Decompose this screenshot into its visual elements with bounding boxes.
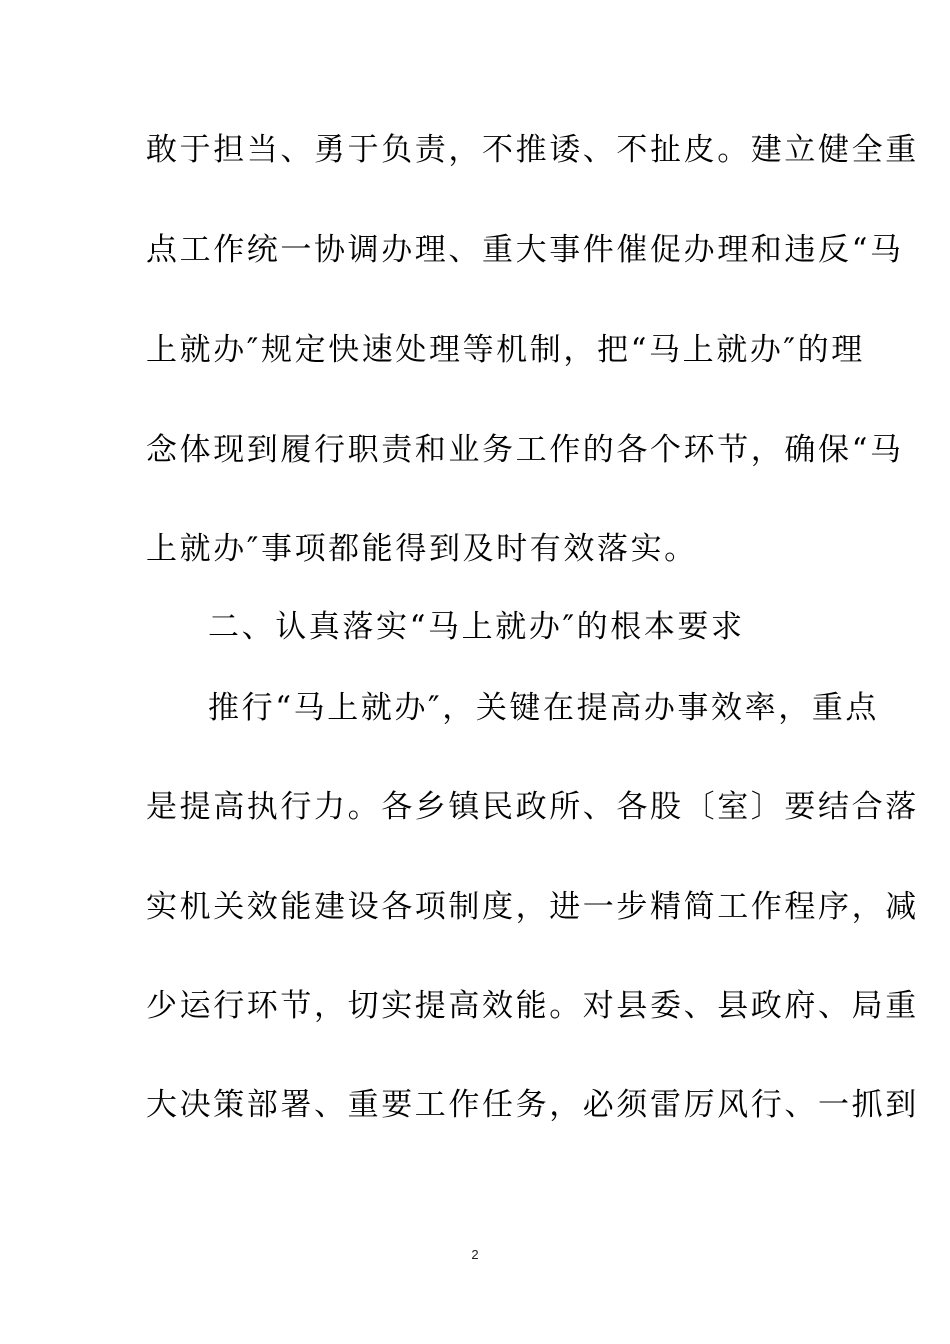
page-number: 2 [471,1247,479,1262]
body-text-line: 点工作统一协调办理、重大事件催促办理和违反“马 [146,232,904,268]
body-text-line: 上就办″事项都能得到及时有效落实。 [146,531,698,567]
body-text-line: 上就办″规定快速处理等机制，把“马上就办″的理 [146,332,865,368]
body-text-line: 敢于担当、勇于负责，不推诿、不扯皮。建立健全重 [146,132,919,168]
body-text-line: 实机关效能建设各项制度，进一步精简工作程序，减 [146,889,919,925]
body-text-line: 少运行环节，切实提高效能。对县委、县政府、局重 [146,988,919,1024]
body-text-line: 是提高执行力。各乡镇民政所、各股〔室〕要结合落 [146,789,919,825]
body-text-line: 大决策部署、重要工作任务，必须雷厉风行、一抓到 [146,1087,919,1123]
section-heading: 二、认真落实“马上就办″的根本要求 [208,609,745,645]
body-text-line: 念体现到履行职责和业务工作的各个环节，确保“马 [146,432,904,468]
body-text-line: 推行“马上就办″，关键在提高办事效率，重点 [208,690,880,726]
